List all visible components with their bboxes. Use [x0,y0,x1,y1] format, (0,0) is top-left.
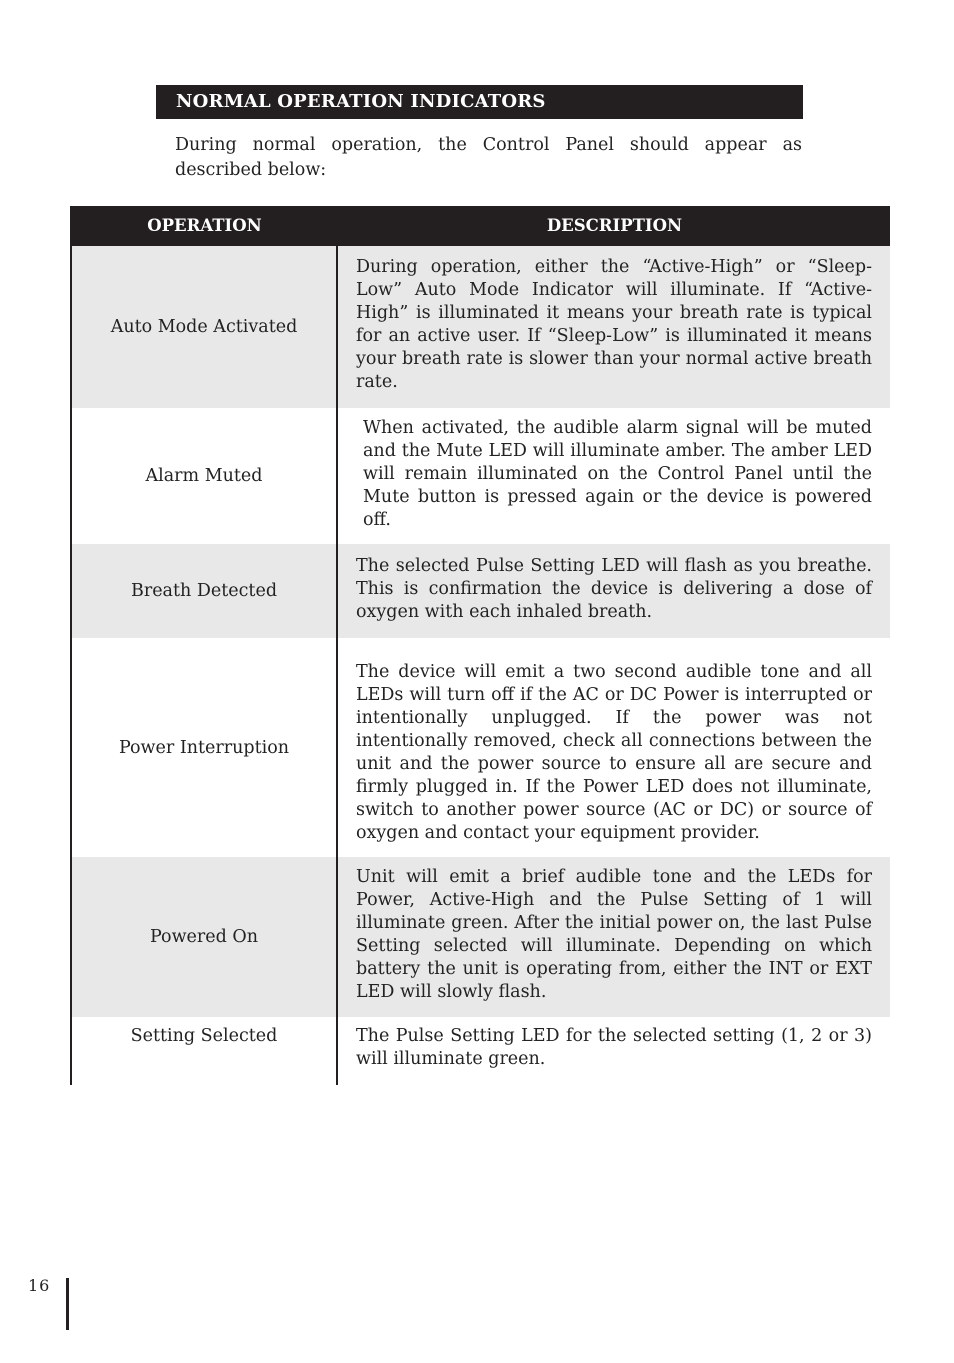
page-number-divider [66,1278,69,1330]
table-row [70,638,890,857]
table-row [70,857,890,1017]
operation-cell: Alarm Muted [70,408,338,544]
description-cell [338,1017,890,1085]
table-row [70,544,890,638]
operation-cell: Breath Detected [70,544,338,638]
description-cell [338,544,890,638]
description-text: During operation, either the “Active-High” or “Sleep-Low” Auto Mode Indicator will illuminate. If “Active-High” is illuminated it means your breath rate is typical for an active user. If “Sleep-Low” is illuminated it means your breath rate is slower than your normal active breath rate. [356,257,872,392]
description-cell [338,857,890,1017]
table-row [70,408,890,544]
header-description: DESCRIPTION [546,216,683,235]
section-title: NORMAL OPERATION INDICATORS [156,85,803,119]
operation-cell: Power Interruption [70,638,338,857]
description-text: Unit will emit a brief audible tone and the LEDs for Power, Active-High and the Pulse Setting of 1 will illuminate green. After the initial power on, the last Pulse Setting selected will illuminate. Depending on which battery the unit is operating from, either the INT or EXT LED will slowly flash. [356,867,872,1002]
table-header [70,206,890,246]
operation-cell: Auto Mode Activated [70,246,338,408]
description-text: The Pulse Setting LED for the selected setting (1, 2 or 3) will illuminate green. [356,1026,872,1069]
description-text: When activated, the audible alarm signal will be muted and the Mute LED will illuminate amber. The amber LED will remain illuminated on the Control Panel until the Mute button is pressed again or the device is powered off. [363,417,872,530]
description-cell [338,246,890,408]
description-text: The device will emit a two second audible tone and all LEDs will turn off if the AC or DC Power is interrupted or intentionally unplugged. If the power was not intentionally removed, check all connections between the unit and the power source to ensure all are secure and firmly plugged in. If the Power LED does not illuminate, switch to another power source (AC or DC) or source of oxygen and contact your equipment provider. [356,662,872,843]
page-number: 16 [28,1276,51,1295]
description-cell [338,408,890,544]
indicators-table [70,206,890,1085]
operation-cell: Setting Selected [70,1017,338,1085]
operation-cell: Powered On [70,857,338,1017]
table-row [70,246,890,408]
table-row [70,1017,890,1085]
intro-paragraph: During normal operation, the Control Panel should appear as described below: [175,135,802,180]
header-operation: OPERATION [147,216,262,235]
description-text: The selected Pulse Setting LED will flash as you breathe. This is confirmation the device is delivering a dose of oxygen with each inhaled breath. [356,555,872,622]
description-cell [338,638,890,857]
